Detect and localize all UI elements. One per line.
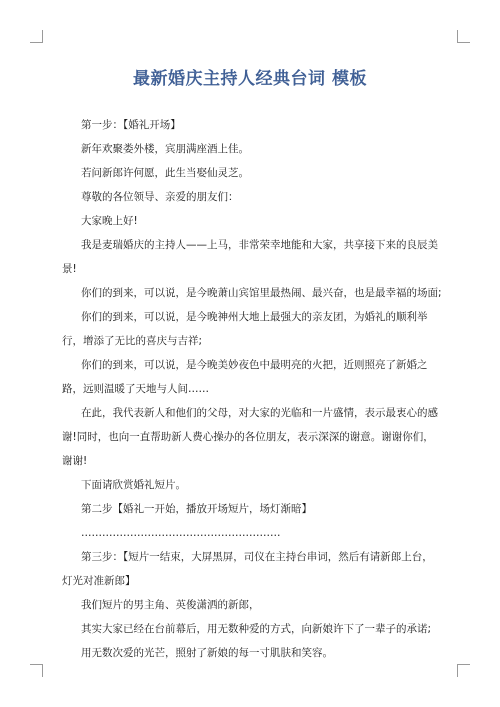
document-body [62,113,442,665]
paragraph: 若问新郎许何愿，此生当娶仙灵芝。 [81,167,249,179]
paragraph: 我是麦瑞婚庆的主持人——上马，非常荣幸地能和大家，共享接下来的良辰美景! [62,239,438,275]
paragraph: 你们的到来，可以说，是今晚神州大地上最强大的亲友团，为婚礼的顺利举行，增添了无比的喜庆与吉祥; [62,311,428,347]
paragraph: 你们的到来，可以说，是今晚美妙夜色中最明亮的火把，近则照亮了新婚之路，远则温暖了天地与人间…… [62,359,428,395]
page-corner-mark-top-left [30,30,43,43]
paragraph: 大家晚上好! [81,215,138,227]
paragraph: 用无数次爱的光芒，照射了新娘的每一寸肌肤和笑容。 [81,647,333,659]
paragraph: 尊敬的各位领导、亲爱的朋友们： [81,191,239,203]
page-corner-mark-top-right [457,30,470,43]
paragraph: 其实大家已经在台前幕后，用无数种爱的方式，向新娘许下了一辈子的承诺; [81,623,432,635]
paragraph-step-three-heading: 第三步：【短片一结束，大屏黑屏，司仪在主持台串词，然后有请新郎上台，灯光对准新郎】 [62,551,433,587]
paragraph: 在此，我代表新人和他们的父母，对大家的光临和一片盛情，表示最衷心的感谢!同时，也向一直帮助新人费心操办的各位朋友，表示深深的谢意。谢谢你们，谢谢! [62,407,438,467]
paragraph-step-one-heading: 第一步：【婚礼开场】 [81,119,181,131]
page-corner-mark-bottom-left [30,664,43,677]
paragraph-step-two-heading: 第二步【婚礼一开始，播放开场短片，场灯渐暗】 [81,503,312,515]
document-title: 最新婚庆主持人经典台词 模板 [133,69,367,89]
page-corner-mark-bottom-right [457,664,470,677]
paragraph: 你们的到来，可以说，是今晚萧山宾馆里最热闹、最兴奋，也是最幸福的场面; [81,287,442,299]
paragraph: 下面请欣赏婚礼短片。 [81,479,186,491]
paragraph: 我们短片的男主角、英俊潇洒的新郎， [81,599,260,611]
paragraph-ellipsis: ………………………………………………… [81,527,281,539]
paragraph: 新年欢聚娄外楼，宾朋满座酒上佳。 [81,143,249,155]
